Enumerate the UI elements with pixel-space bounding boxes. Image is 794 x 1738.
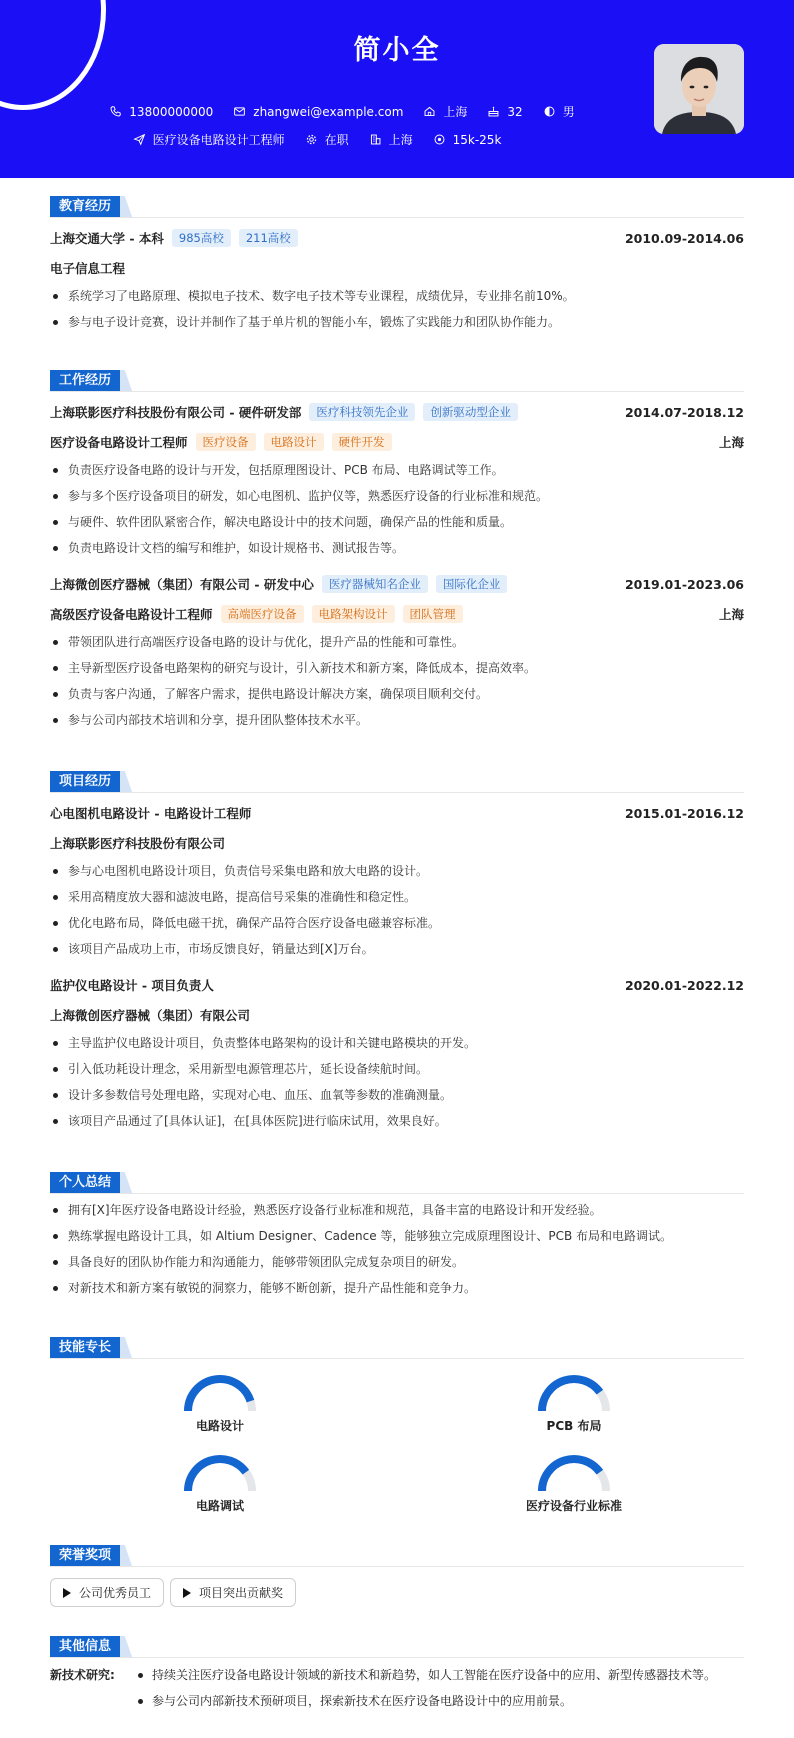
email-text: zhangwei@example.com xyxy=(253,104,404,119)
project-company: 上海微创医疗器械（集团）有限公司 xyxy=(50,1008,251,1023)
status-text: 在职 xyxy=(324,133,349,147)
cake-icon xyxy=(487,105,500,118)
portrait-photo xyxy=(654,44,744,134)
triangle-bullet-icon xyxy=(183,1588,191,1598)
project-bullets xyxy=(50,1030,744,1134)
work-period: 2014.07-2018.12 xyxy=(624,404,744,420)
work-title: 工作经历 xyxy=(50,370,120,391)
skill-label: 电路设计 xyxy=(195,1419,244,1433)
mail-icon xyxy=(233,105,246,118)
list-item: 引入低功耗设计理念，采用新型电源管理芯片，延长设备续航时间。 xyxy=(50,1056,744,1082)
other-label: 新技术研究: xyxy=(50,1668,115,1682)
city-text: 上海 xyxy=(388,133,413,147)
major-row xyxy=(50,253,744,283)
candidate-name: 简小全 xyxy=(353,35,441,66)
company-name: 上海联影医疗科技股份有限公司 - 硬件研发部 xyxy=(50,405,302,420)
skill-item xyxy=(514,1374,634,1434)
skill-gauge-fill xyxy=(188,1459,246,1491)
send-icon xyxy=(133,133,146,146)
company-tag: 国际化企业 xyxy=(436,575,508,593)
section-header xyxy=(50,1172,744,1194)
building-icon xyxy=(369,133,382,146)
role-tag: 电路架构设计 xyxy=(312,605,395,623)
list-item: 负责与客户沟通，了解客户需求，提供电路设计解决方案，确保项目顺利交付。 xyxy=(50,681,744,707)
list-item: 负责电路设计文档的编写和维护，如设计规格书、测试报告等。 xyxy=(50,535,744,561)
skill-gauge xyxy=(178,1374,262,1412)
list-item: 该项目产品成功上市，市场反馈良好，销量达到[X]万台。 xyxy=(50,936,744,962)
home-icon xyxy=(423,105,436,118)
list-item: 参与多个医疗设备项目的研发，如心电图机、监护仪等，熟悉医疗设备的行业标准和规范。 xyxy=(50,483,744,509)
education-title: 教育经历 xyxy=(50,196,120,217)
list-item: 参与心电图机电路设计项目，负责信号采集电路和放大电路的设计。 xyxy=(50,858,744,884)
skill-label: PCB 布局 xyxy=(546,1419,602,1433)
project-company-row xyxy=(50,1000,744,1030)
award-label: 项目突出贡献奖 xyxy=(199,1586,284,1600)
project-period: 2020.01-2022.12 xyxy=(624,977,744,993)
awards-section xyxy=(50,1545,744,1607)
hometown-info xyxy=(423,103,467,120)
summary-title: 个人总结 xyxy=(50,1172,120,1193)
role-tag: 高端医疗设备 xyxy=(221,605,304,623)
award-label: 公司优秀员工 xyxy=(79,1586,152,1600)
summary-section xyxy=(50,1172,744,1301)
list-item: 设计多参数信号处理电路，实现对心电、血压、血氧等参数的准确测量。 xyxy=(50,1082,744,1108)
work-bullets xyxy=(50,629,744,733)
project-title-row xyxy=(50,798,744,828)
work-location: 上海 xyxy=(718,607,744,622)
work-company-row xyxy=(50,397,744,427)
awards-title: 荣誉奖项 xyxy=(50,1545,120,1566)
skill-item xyxy=(160,1374,280,1434)
company-tag: 医疗器械知名企业 xyxy=(322,575,428,593)
gender-icon xyxy=(543,105,556,118)
company-tag: 创新驱动型企业 xyxy=(423,403,518,421)
phone-info xyxy=(109,103,213,120)
awards-list xyxy=(50,1578,744,1607)
education-bullets xyxy=(50,283,744,335)
salary-text: 15k-25k xyxy=(452,132,502,147)
phone-text: 13800000000 xyxy=(129,104,214,119)
list-item: 采用高精度放大器和滤波电路，提高信号采集的准确性和稳定性。 xyxy=(50,884,744,910)
school-tag: 211高校 xyxy=(239,229,298,247)
role-name: 医疗设备电路设计工程师 xyxy=(50,435,188,450)
project-title-row xyxy=(50,970,744,1000)
education-row xyxy=(50,223,744,253)
skills-section xyxy=(50,1337,744,1522)
work-section xyxy=(50,370,744,733)
summary-bullets xyxy=(50,1197,744,1301)
education-section xyxy=(50,196,744,335)
project-bullets xyxy=(50,858,744,962)
skill-gauge-fill xyxy=(188,1379,250,1411)
list-item: 参与公司内部技术培训和分享，提升团队整体技术水平。 xyxy=(50,707,744,733)
skill-item xyxy=(160,1454,280,1514)
work-bullets xyxy=(50,457,744,561)
project-company: 上海联影医疗科技股份有限公司 xyxy=(50,836,226,851)
hometown-text: 上海 xyxy=(443,105,468,119)
section-header xyxy=(50,1545,744,1567)
award-item xyxy=(50,1578,164,1607)
gender-info xyxy=(543,103,575,120)
avatar xyxy=(654,44,744,134)
award-item xyxy=(170,1578,296,1607)
role-tag: 硬件开发 xyxy=(332,433,392,451)
list-item: 参与电子设计竞赛，设计并制作了基于单片机的智能小车，锻炼了实践能力和团队协作能力。 xyxy=(50,309,744,335)
role-tag: 医疗设备 xyxy=(196,433,256,451)
list-item: 系统学习了电路原理、模拟电子技术、数字电子技术等专业课程，成绩优异，专业排名前10%。 xyxy=(50,283,744,309)
section-header xyxy=(50,771,744,793)
project-title: 监护仪电路设计 - 项目负责人 xyxy=(50,978,214,993)
resume-header xyxy=(0,0,794,178)
school-tag: 985高校 xyxy=(172,229,231,247)
list-item: 带领团队进行高端医疗设备电路的设计与优化，提升产品的性能和可靠性。 xyxy=(50,629,744,655)
position-text: 医疗设备电路设计工程师 xyxy=(152,133,285,147)
list-item: 拥有[X]年医疗设备电路设计经验，熟悉医疗设备行业标准和规范，具备丰富的电路设计和开发经验。 xyxy=(50,1197,744,1223)
work-company-row xyxy=(50,569,744,599)
section-header xyxy=(50,1636,744,1658)
age-info xyxy=(487,103,522,120)
triangle-bullet-icon xyxy=(63,1588,71,1598)
skill-label: 医疗设备行业标准 xyxy=(525,1499,622,1513)
other-title: 其他信息 xyxy=(50,1636,120,1657)
project-title: 心电图机电路设计 - 电路设计工程师 xyxy=(50,806,252,821)
list-item: 主导新型医疗设备电路架构的研究与设计，引入新技术和新方案，降低成本，提高效率。 xyxy=(50,655,744,681)
work-role-row xyxy=(50,427,744,457)
role-tag: 团队管理 xyxy=(403,605,463,623)
skill-gauge xyxy=(178,1454,262,1492)
skill-label: 电路调试 xyxy=(195,1499,244,1513)
work-period: 2019.01-2023.06 xyxy=(624,576,744,592)
role-tag: 电路设计 xyxy=(264,433,324,451)
other-section xyxy=(50,1636,744,1714)
skill-gauge xyxy=(532,1374,616,1412)
section-header xyxy=(50,370,744,392)
status-info xyxy=(305,131,349,148)
list-item: 持续关注医疗设备电路设计领域的新技术和新趋势，如人工智能在医疗设备中的应用、新型传感器技术等。 xyxy=(138,1662,716,1688)
projects-section xyxy=(50,771,744,1134)
school-name: 上海交通大学 - 本科 xyxy=(50,231,164,246)
skill-item xyxy=(514,1454,634,1514)
work-role-row xyxy=(50,599,744,629)
list-item: 该项目产品通过了[具体认证]，在[具体医院]进行临床试用，效果良好。 xyxy=(50,1108,744,1134)
list-item: 具备良好的团队协作能力和沟通能力，能够带领团队完成复杂项目的研发。 xyxy=(50,1249,744,1275)
section-header xyxy=(50,196,744,218)
money-icon xyxy=(433,133,446,146)
section-header xyxy=(50,1337,744,1359)
company-name: 上海微创医疗器械（集团）有限公司 - 研发中心 xyxy=(50,577,314,592)
education-period: 2010.09-2014.06 xyxy=(624,230,744,246)
major-name: 电子信息工程 xyxy=(50,261,126,276)
salary-info xyxy=(433,131,502,148)
list-item: 熟练掌握电路设计工具，如 Altium Designer、Cadence 等，能够独立完成原理图设计、PCB 布局和电路调试。 xyxy=(50,1223,744,1249)
role-name: 高级医疗设备电路设计工程师 xyxy=(50,607,213,622)
city-info xyxy=(369,131,413,148)
email-info xyxy=(233,103,403,120)
work-location: 上海 xyxy=(718,435,744,450)
skill-gauge-fill xyxy=(542,1459,600,1491)
position-info xyxy=(133,131,285,148)
skills-title: 技能专长 xyxy=(50,1337,120,1358)
age-text: 32 xyxy=(507,104,523,119)
list-item: 与硬件、软件团队紧密合作，解决电路设计中的技术问题，确保产品的性能和质量。 xyxy=(50,509,744,535)
project-period: 2015.01-2016.12 xyxy=(624,805,744,821)
other-row xyxy=(50,1662,744,1688)
phone-icon xyxy=(109,105,122,118)
other-row xyxy=(50,1688,744,1714)
skill-gauge xyxy=(532,1454,616,1492)
other-list xyxy=(50,1662,744,1714)
list-item: 负责医疗设备电路的设计与开发，包括原理图设计、PCB 布局、电路调试等工作。 xyxy=(50,457,744,483)
list-item: 参与公司内部新技术预研项目，探索新技术在医疗设备电路设计中的应用前景。 xyxy=(138,1688,572,1714)
list-item: 优化电路布局，降低电磁干扰，确保产品符合医疗设备电磁兼容标准。 xyxy=(50,910,744,936)
projects-title: 项目经历 xyxy=(50,771,120,792)
skill-gauge-fill xyxy=(542,1379,600,1411)
gender-text: 男 xyxy=(562,105,575,119)
gear-icon xyxy=(305,133,318,146)
list-item: 对新技术和新方案有敏锐的洞察力，能够不断创新，提升产品性能和竞争力。 xyxy=(50,1275,744,1301)
project-company-row xyxy=(50,828,744,858)
list-item: 主导监护仪电路设计项目，负责整体电路架构的设计和关键电路模块的开发。 xyxy=(50,1030,744,1056)
company-tag: 医疗科技领先企业 xyxy=(309,403,415,421)
